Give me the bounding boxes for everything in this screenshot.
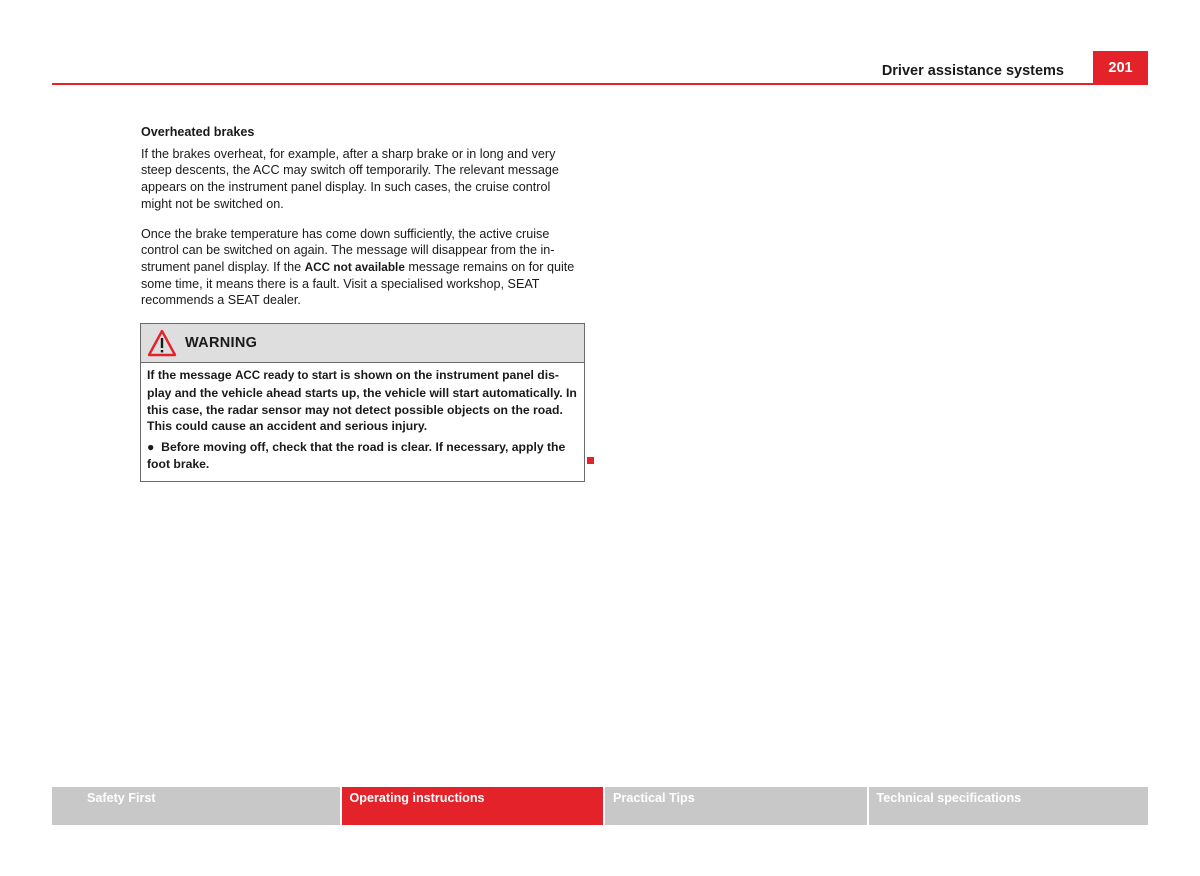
section-heading: Overheated brakes [141,125,255,139]
bullet-text: Before moving off, check that the road is clear. If necessary, apply the foot brake. [147,440,566,471]
footer-tab-operating-instructions[interactable]: Operating instructions [342,787,604,825]
bullet-icon: ● [147,440,155,455]
page-number: 201 [1093,51,1148,85]
warning-body [141,363,584,481]
warning-text-part: is shown on the instrument panel dis-play and the vehicle ahead starts up, the vehicle will start automatically. In this case, the radar sensor may not detect possible objects on the road. This could cause an accident and serious injury. [147,368,577,434]
warning-triangle-icon [147,329,177,357]
warning-title: WARNING [185,335,258,351]
footer-tab-technical-specifications[interactable]: Technical specifications [869,787,1148,825]
acc-ready-message: ACC ready to start [235,369,337,382]
warning-bullet [147,439,578,473]
paragraph-text: Once the brake temperature has come down sufficiently, the active cruise control can be switched on again. The message will disappear from the in-strument panel display. If the [141,226,555,274]
section-title: Driver assistance systems [881,63,1064,79]
footer-tab-safety-first[interactable]: Safety First [52,787,340,825]
acc-not-available-message: ACC not available [304,259,405,274]
warning-text [147,367,578,435]
main-content [141,124,581,322]
paragraph-overheat: If the brakes overheat, for example, after a sharp brake or in long and very steep descents, the ACC may switch off temporarily. The relevant message appears on the instrument panel display. In such cases, the cruise control might not be switched on. [141,146,559,211]
header-rule [52,83,1148,85]
paragraph-switch-on-again [141,226,581,310]
paragraph-text: message remains on for quite some time, it means there is a fault. Visit a specialised workshop, SEAT recommends a SEAT dealer. [141,259,575,308]
warning-text-part: If the message [147,368,236,382]
footer-navigation [52,787,1148,825]
warning-header [141,324,584,363]
warning-box [140,323,585,482]
footer-tab-practical-tips[interactable]: Practical Tips [605,787,867,825]
end-of-section-marker [587,457,594,464]
